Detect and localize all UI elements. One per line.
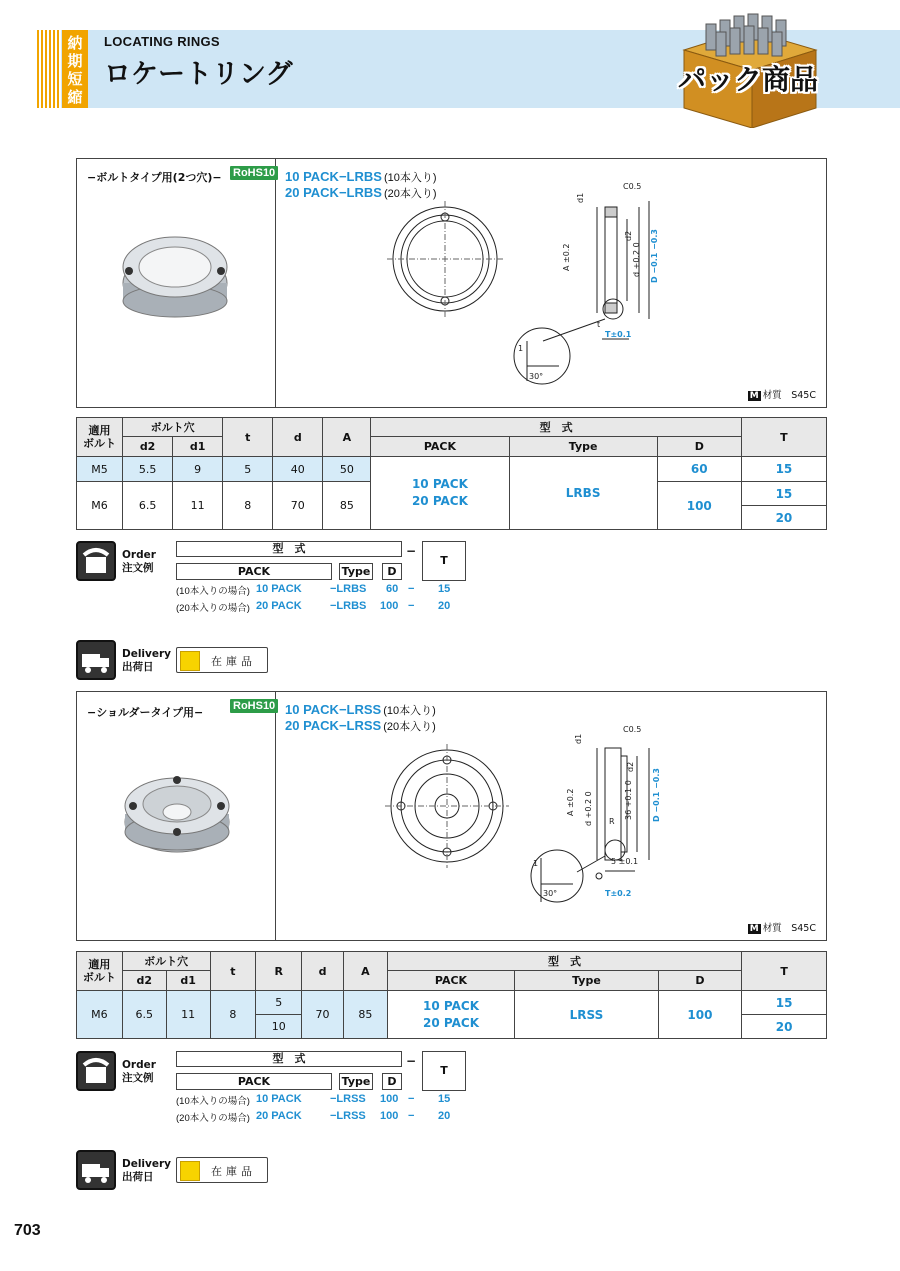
order-T: 15 [438, 583, 451, 595]
order-example-row [176, 583, 451, 597]
col-d1: d1 [166, 971, 210, 991]
d2-label: d2 [624, 230, 633, 241]
order-pack-header: PACK [176, 1073, 332, 1090]
phone-icon [78, 1053, 114, 1089]
order-note: (10本入りの場合) [176, 1096, 250, 1107]
col-model: 型 式 [387, 952, 742, 971]
stock-text: 在庫品 [211, 1165, 256, 1178]
delivery-label-en: Delivery [122, 1158, 172, 1170]
A-dim-label: A ±0.2 [562, 243, 571, 271]
col-A: A [343, 952, 387, 991]
cell-d1: 9 [173, 457, 223, 482]
delivery-truck-icon [76, 1150, 116, 1190]
cell-d: 40 [273, 457, 323, 482]
order-D-header: D [382, 1073, 402, 1090]
rohs-badge: RoHS10 [230, 699, 278, 713]
order-pack-header: PACK [176, 563, 332, 580]
cell-D: 100 [658, 991, 742, 1039]
col-T: T [741, 418, 826, 457]
order-phone-icon [76, 1051, 116, 1091]
col-A: A [323, 418, 371, 457]
cell-d2: 5.5 [123, 457, 173, 482]
page-number: 703 [14, 1222, 41, 1239]
cell-A: 85 [343, 991, 387, 1039]
cell-T: 15 [742, 991, 827, 1015]
angle-label: 30° [529, 372, 544, 381]
order-type: −LRSS [330, 1110, 366, 1122]
badge-char: 縮 [67, 88, 83, 106]
col-type: Type [509, 437, 657, 457]
col-bolt-hole: ボルト穴 [122, 952, 210, 971]
five-dim-label: 5 ±0.1 [611, 857, 639, 866]
col-d: d [273, 418, 323, 457]
table-row [77, 991, 827, 1015]
t-dim-label: t [597, 320, 601, 329]
material-note [748, 920, 816, 934]
cell-D: 60 [657, 457, 741, 482]
cell-bolt: M6 [77, 482, 123, 530]
cell-bolt: M5 [77, 457, 123, 482]
table-row [77, 457, 827, 482]
pack-code: 10 PACK−LRBS [285, 169, 382, 184]
cell-d: 70 [273, 482, 323, 530]
order-row-dash: − [408, 583, 415, 595]
title-japanese: ロケートリング [104, 59, 293, 90]
phone-icon [78, 543, 114, 579]
panel-divider [275, 159, 276, 407]
d36-dim-label: 36 +0.1 0 [624, 780, 633, 820]
truck-icon [78, 642, 114, 678]
order-row-dash: − [408, 600, 415, 612]
panel-divider [275, 692, 276, 940]
order-pack: 20 PACK [256, 1110, 302, 1122]
cell-pack: 10 PACK 20 PACK [371, 457, 509, 530]
cell-t: 8 [223, 482, 273, 530]
col-bolt-hole: ボルト穴 [123, 418, 223, 437]
badge-char: 短 [67, 70, 83, 88]
order-model-header: 型 式 [176, 1051, 402, 1067]
delivery-truck-icon [76, 640, 116, 680]
lrbs-technical-drawing [377, 181, 697, 391]
cell-pack: 10 PACK 20 PACK [387, 991, 514, 1039]
material-text: 材質 S45C [762, 390, 816, 401]
col-model: 型 式 [371, 418, 741, 437]
pack-suffix: (10本入り) [383, 705, 436, 717]
order-label [122, 549, 156, 575]
cell-d2: 6.5 [122, 991, 166, 1039]
spec-table-1 [76, 417, 827, 530]
header-stripes [37, 30, 61, 108]
delivery-label-jp: 出荷日 [122, 661, 154, 673]
section1-panel [76, 158, 827, 408]
d-dim-label: d +0.2 0 [584, 791, 593, 826]
cell-bolt: M6 [77, 991, 123, 1039]
R-label: R [609, 817, 615, 826]
order-D: 100 [380, 1093, 399, 1105]
stock-text: 在庫品 [211, 655, 256, 668]
col-d1: d1 [173, 437, 223, 457]
order-note: (20本入りの場合) [176, 603, 250, 614]
order-label-en: Order [122, 549, 156, 561]
pack-suffix: (10本入り) [383, 172, 437, 184]
lrss-technical-drawing [377, 726, 697, 906]
in-stock-badge [176, 1157, 268, 1183]
delivery-label-jp: 出荷日 [122, 1171, 154, 1183]
d1-label: d1 [576, 192, 585, 203]
material-tag: M [749, 391, 759, 401]
order-T: 15 [438, 1093, 451, 1105]
d1-label: d1 [574, 733, 583, 744]
order-T: 20 [438, 1110, 451, 1122]
col-d2: d2 [123, 437, 173, 457]
order-D: 100 [380, 1110, 399, 1122]
order-T-header: T [422, 541, 466, 581]
stock-cube-icon [180, 1161, 200, 1181]
col-type: Type [515, 971, 658, 991]
cell-T: 15 [741, 482, 826, 506]
cell-A: 50 [323, 457, 371, 482]
col-R: R [256, 952, 302, 991]
order-D-header: D [382, 563, 402, 580]
cell-d: 70 [302, 991, 344, 1039]
page-header [0, 0, 900, 110]
col-t: t [223, 418, 273, 457]
order-label-jp: 注文例 [122, 1072, 154, 1084]
pack-code: 20 PACK−LRSS [285, 718, 382, 733]
bolt-ring-photo [117, 231, 237, 321]
pack-suffix: (20本入り) [383, 188, 437, 200]
cell-T: 15 [741, 457, 826, 482]
order-example-row [176, 600, 451, 614]
order-label-jp: 注文例 [122, 562, 154, 574]
cell-A: 85 [323, 482, 371, 530]
in-stock-badge [176, 647, 268, 673]
lead-time-badge [62, 30, 88, 108]
material-note [748, 387, 816, 401]
badge-char: 納 [67, 34, 83, 52]
cell-d1: 11 [173, 482, 223, 530]
order-dash: − [406, 544, 417, 558]
order-note: (10本入りの場合) [176, 586, 250, 597]
title-english: LOCATING RINGS [104, 34, 220, 49]
order-type: −LRBS [330, 583, 367, 595]
spec-table-2 [76, 951, 827, 1039]
d2-label: d2 [626, 761, 635, 772]
material-text: 材質 S45C [762, 923, 816, 934]
order-model-header: 型 式 [176, 541, 402, 557]
cell-type: LRBS [509, 457, 657, 530]
pack-code-line [285, 702, 436, 718]
order-pack: 20 PACK [256, 600, 302, 612]
chamfer-label: C0.5 [623, 726, 642, 734]
cell-R: 5 [256, 991, 302, 1015]
order-T: 20 [438, 600, 451, 612]
col-bolt: 適用 ボルト [77, 952, 123, 991]
col-d: d [302, 952, 344, 991]
cell-t: 5 [223, 457, 273, 482]
order-dash: − [406, 1054, 417, 1068]
col-t: t [210, 952, 256, 991]
d-dim-label: d +0.2 0 [632, 242, 641, 277]
cell-D: 100 [657, 482, 741, 530]
col-d2: d2 [122, 971, 166, 991]
T-dim-label: T±0.1 [605, 330, 632, 339]
D-dim-label: D −0.1 −0.3 [652, 768, 661, 822]
order-example-row [176, 1110, 451, 1124]
cell-R: 10 [256, 1015, 302, 1039]
order-note: (20本入りの場合) [176, 1113, 250, 1124]
shoulder-type-label: −ショルダータイプ用− [87, 706, 204, 719]
order-example-row [176, 1093, 451, 1107]
cell-T: 20 [742, 1015, 827, 1039]
order-T-header: T [422, 1051, 466, 1091]
order-type: −LRSS [330, 1093, 366, 1105]
badge-char: 期 [67, 52, 83, 70]
cell-d2: 6.5 [123, 482, 173, 530]
T-dim-label: T±0.2 [605, 889, 632, 898]
pack-code: 10 PACK−LRSS [285, 702, 382, 717]
order-type: −LRBS [330, 600, 367, 612]
col-pack: PACK [387, 971, 514, 991]
col-bolt: 適用 ボルト [77, 418, 123, 457]
bolt-type-label: −ボルトタイプ用(2つ穴)− [87, 171, 222, 184]
order-pack: 10 PACK [256, 1093, 302, 1105]
order-label-en: Order [122, 1059, 156, 1071]
chamfer-label: C0.5 [623, 182, 642, 191]
order-pack: 10 PACK [256, 583, 302, 595]
order-row-dash: − [408, 1110, 415, 1122]
angle-label: 30° [543, 889, 558, 898]
order-phone-icon [76, 541, 116, 581]
cell-t: 8 [210, 991, 256, 1039]
col-pack: PACK [371, 437, 509, 457]
delivery-label [122, 648, 171, 674]
cell-T: 20 [741, 506, 826, 530]
delivery-label [122, 1158, 171, 1184]
order-label [122, 1059, 156, 1085]
order-type-header: Type [339, 563, 373, 580]
section2-panel [76, 691, 827, 941]
material-tag: M [749, 924, 759, 934]
one-label: 1 [533, 859, 539, 868]
col-D: D [658, 971, 742, 991]
order-D: 60 [386, 583, 399, 595]
cell-type: LRSS [515, 991, 658, 1039]
col-D: D [657, 437, 741, 457]
truck-icon [78, 1152, 114, 1188]
D-dim-label: D −0.1 −0.3 [650, 229, 659, 283]
pack-product-badge [676, 8, 820, 128]
stock-cube-icon [180, 651, 200, 671]
one-label: 1 [518, 344, 524, 353]
pack-code: 20 PACK−LRBS [285, 185, 382, 200]
col-T: T [742, 952, 827, 991]
pack-product-label: パック商品 [677, 63, 818, 96]
A-dim-label: A ±0.2 [566, 788, 575, 816]
rohs-badge: RoHS10 [230, 166, 278, 180]
cell-d1: 11 [166, 991, 210, 1039]
order-row-dash: − [408, 1093, 415, 1105]
delivery-label-en: Delivery [122, 648, 172, 660]
pack-suffix: (20本入り) [383, 721, 436, 733]
order-type-header: Type [339, 1073, 373, 1090]
order-D: 100 [380, 600, 399, 612]
shoulder-ring-photo [119, 770, 239, 860]
